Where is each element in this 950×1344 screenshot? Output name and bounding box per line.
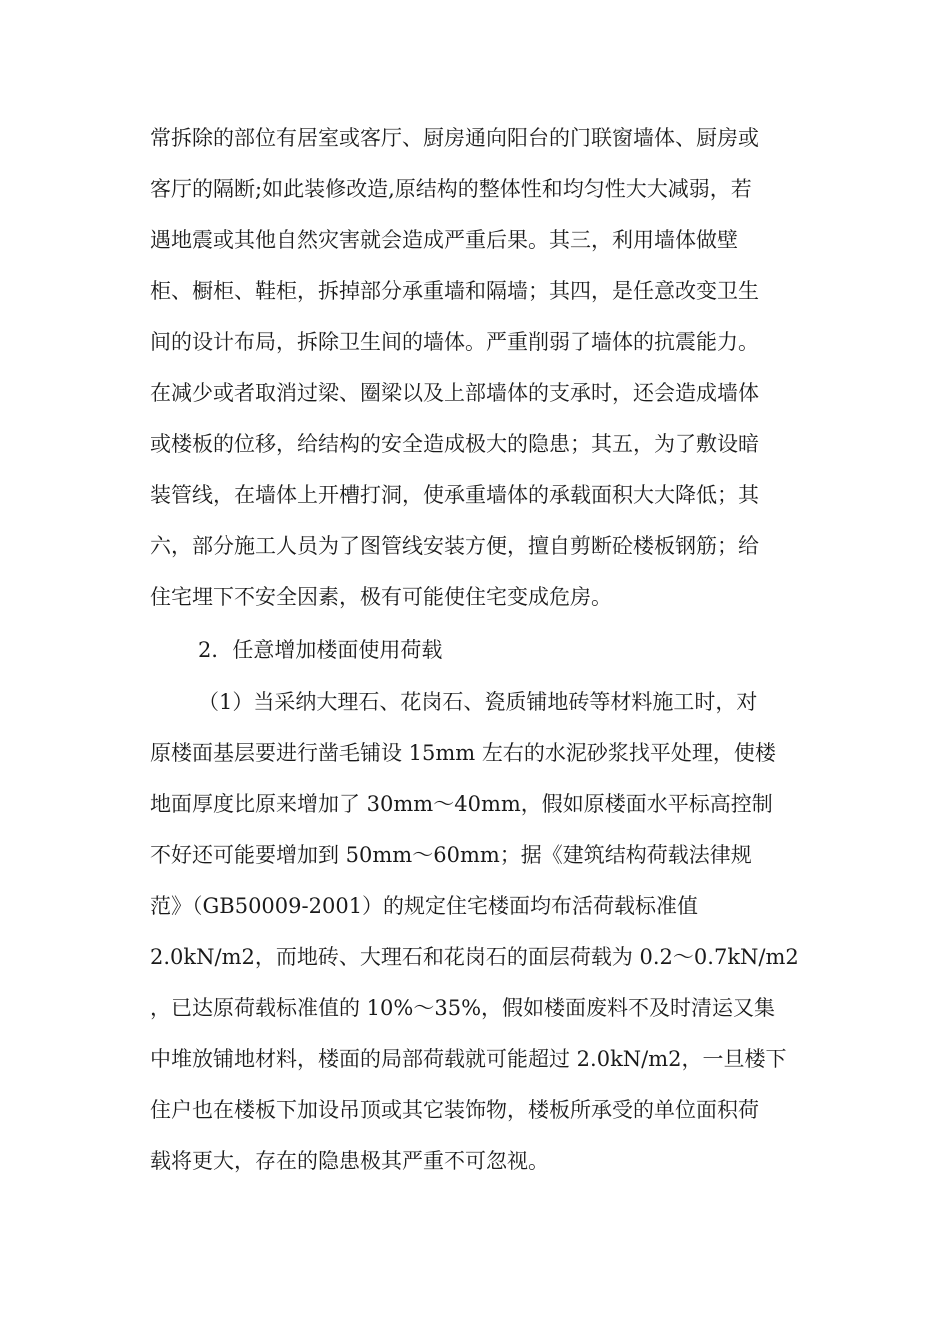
text-line: 六，部分施工人员为了图管线安装方便，擅自剪断砼楼板钢筋；给 <box>150 534 759 558</box>
text-line: 客厅的隔断;如此装修改造,原结构的整体性和均匀性大大减弱，若 <box>150 177 752 201</box>
section-heading: 2．任意增加楼面使用荷载 <box>198 638 443 662</box>
text-line: 常拆除的部位有居室或客厅、厨房通向阳台的门联窗墙体、厨房或 <box>150 126 759 150</box>
text-line: 住宅埋下不安全因素，极有可能使住宅变成危房。 <box>150 585 612 609</box>
text-line: 或楼板的位移，给结构的安全造成极大的隐患；其五，为了敷设暗 <box>150 432 759 456</box>
text-line: 柜、橱柜、鞋柜，拆掉部分承重墙和隔墙；其四，是任意改变卫生 <box>150 279 759 303</box>
text-line: 间的设计布局，拆除卫生间的墙体。严重削弱了墙体的抗震能力。 <box>150 330 759 354</box>
text-line: 中堆放铺地材料，楼面的局部荷载就可能超过 2.0kN/m2，一旦楼下 <box>150 1047 787 1071</box>
text-line: 遇地震或其他自然灾害就会造成严重后果。其三，利用墙体做壁 <box>150 228 738 252</box>
text-line: 载将更大，存在的隐患极其严重不可忽视。 <box>150 1149 549 1173</box>
text-line: ，已达原荷载标准值的 10%～35%，假如楼面废料不及时清运又集 <box>150 996 776 1020</box>
text-line: 不好还可能要增加到 50mm～60mm；据《建筑结构荷载法律规 <box>150 843 752 867</box>
text-line: 住户也在楼板下加设吊顶或其它装饰物，楼板所承受的单位面积荷 <box>150 1098 759 1122</box>
text-line: 原楼面基层要进行凿毛铺设 15mm 左右的水泥砂浆找平处理，使楼 <box>150 741 776 765</box>
text-line: 在减少或者取消过梁、圈梁以及上部墙体的支承时，还会造成墙体 <box>150 381 759 405</box>
text-line: 地面厚度比原来增加了 30mm～40mm，假如原楼面水平标高控制 <box>150 792 773 816</box>
text-line: 装管线，在墙体上开槽打洞，使承重墙体的承载面积大大降低；其 <box>150 483 759 507</box>
text-line: 范》（GB50009-2001）的规定住宅楼面均布活荷载标准值 <box>150 894 699 918</box>
text-line: 2.0kN/m2，而地砖、大理石和花岗石的面层荷载为 0.2～0.7kN/m2 <box>150 945 799 969</box>
text-line: （1）当采纳大理石、花岗石、瓷质铺地砖等材料施工时，对 <box>198 690 758 714</box>
